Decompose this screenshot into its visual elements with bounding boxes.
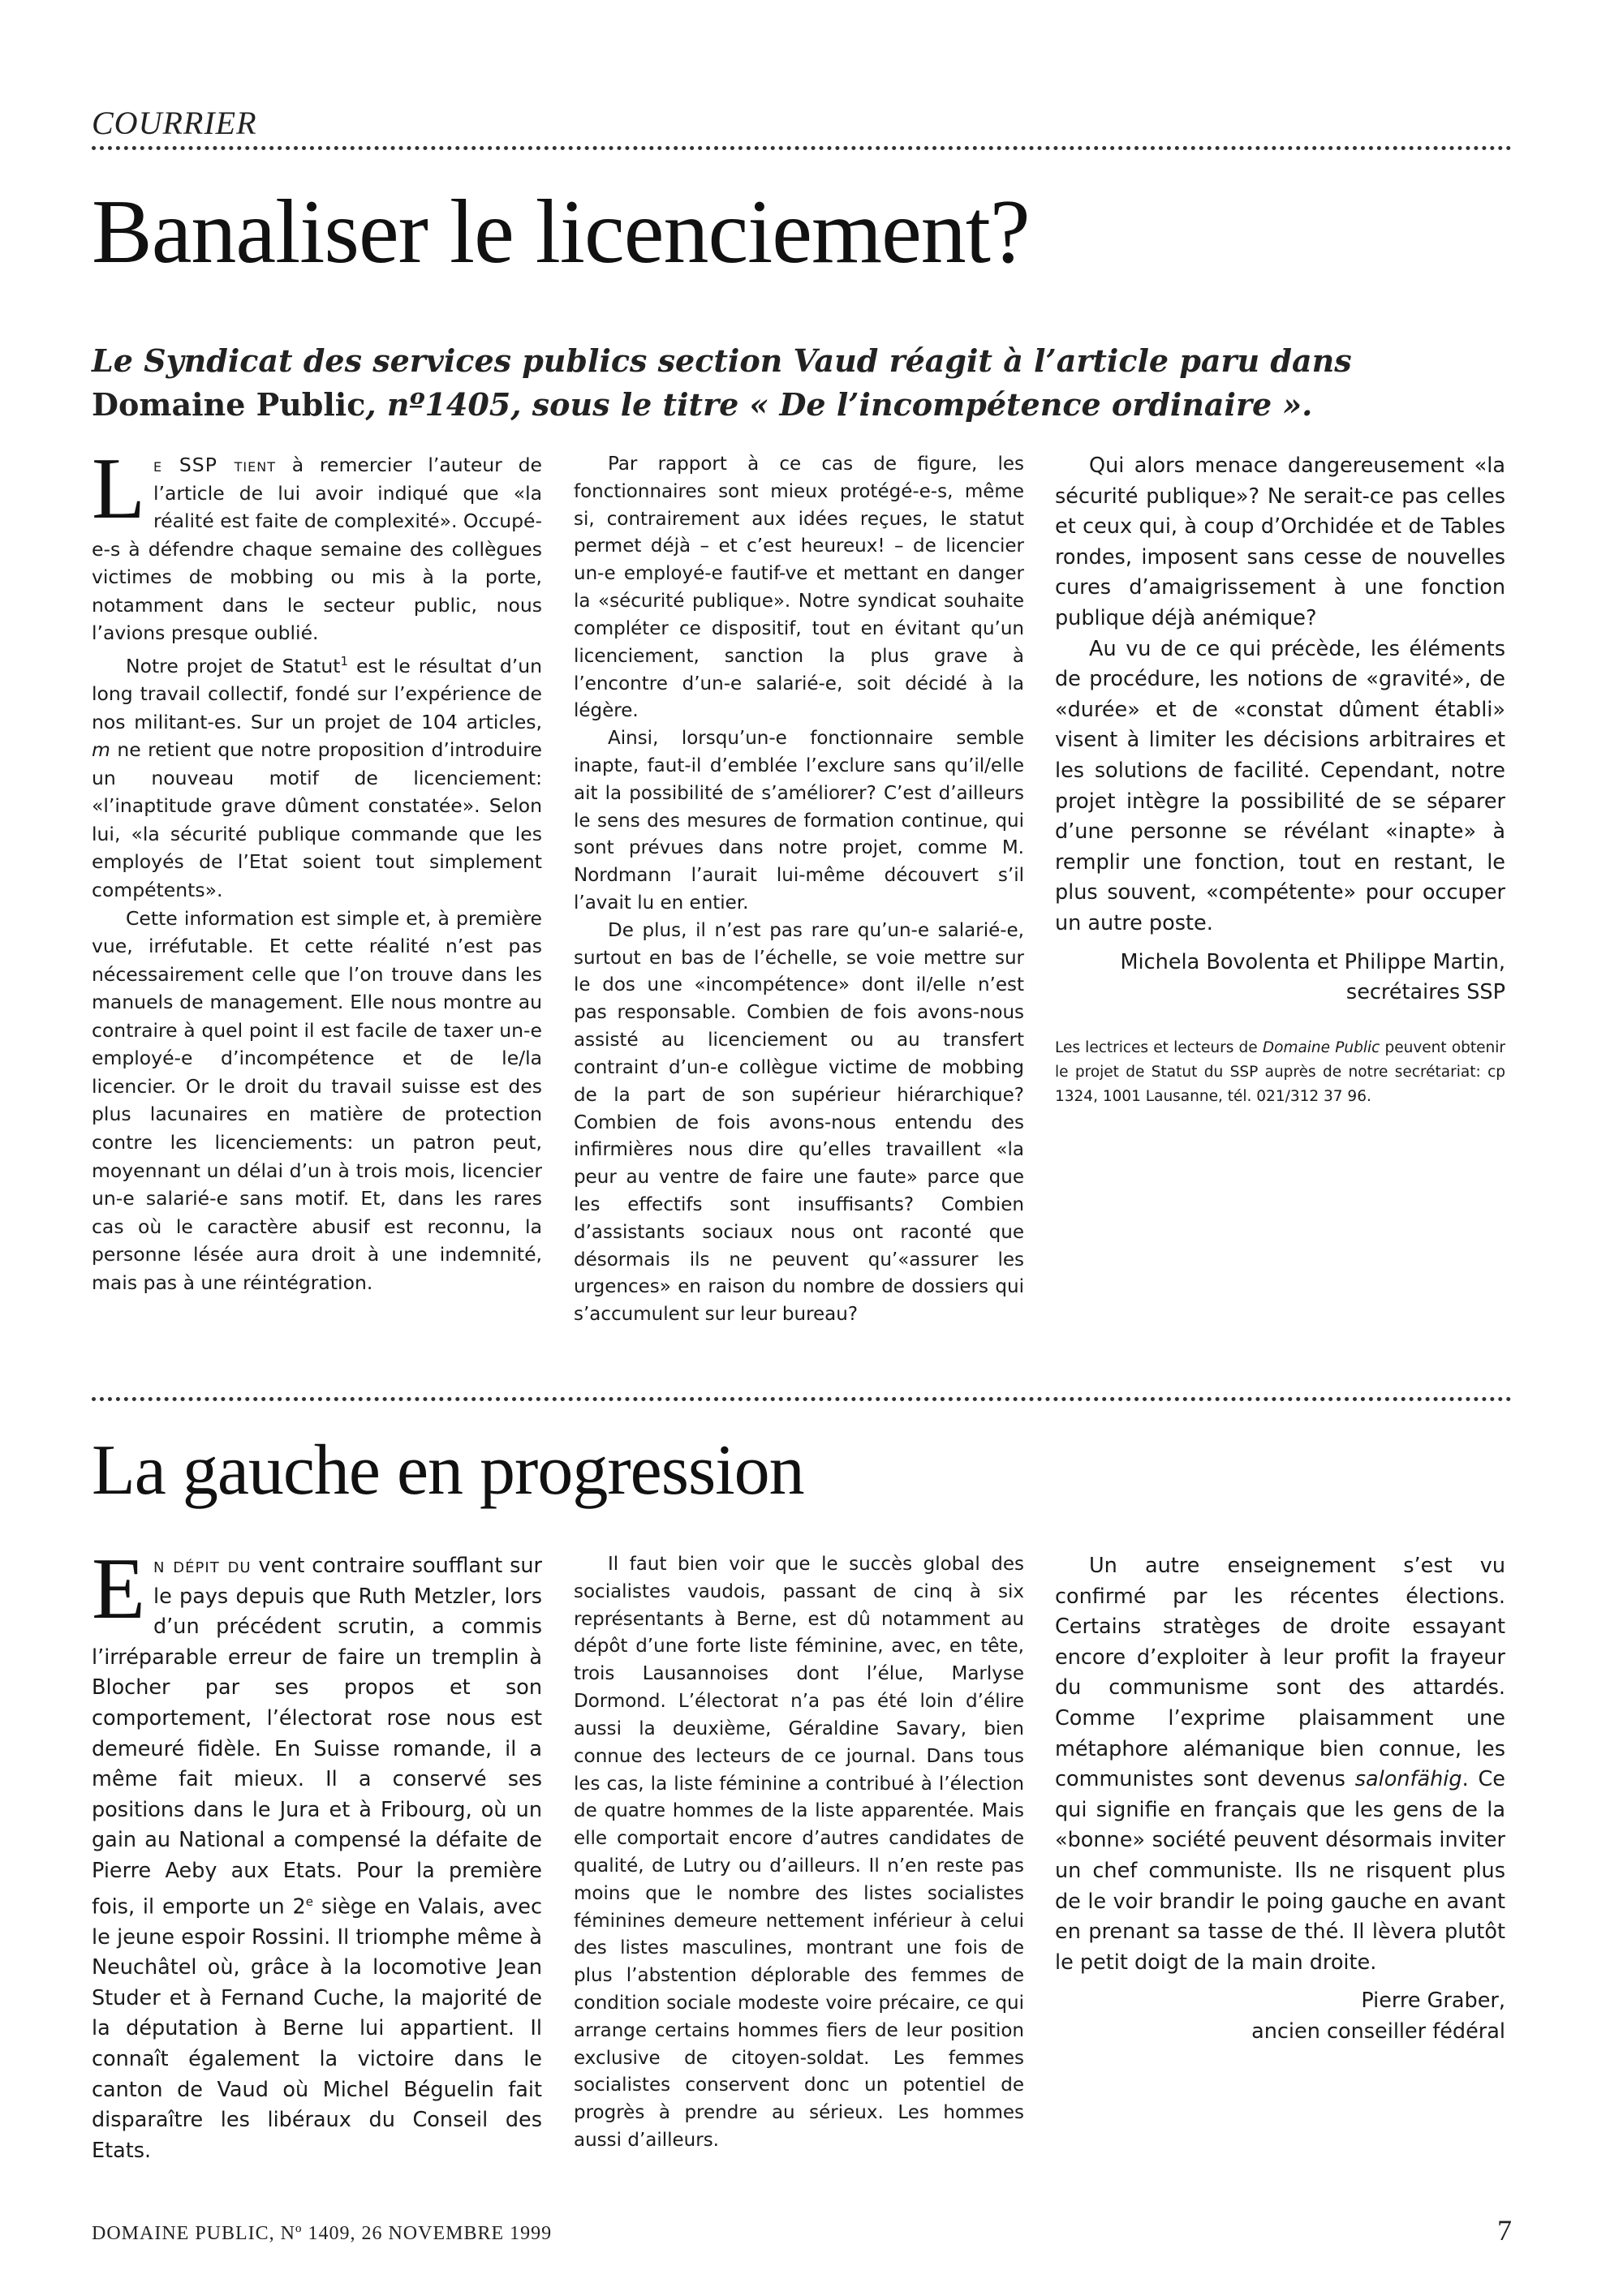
article1-paragraph-5: Ainsi, lorsqu’un-e fonctionnaire semble inapte, faut-il d’emblée l’exclure sans qu’il/elle ait la possibilité de s’améliorer? C’est d’ailleurs le sens des mesures de formation continue, qui sont prévues dans notre projet, comme M. Nordmann l’aurait lui-même découvert s’il l’avait lu en entier. [574,728,1024,914]
article2-headline: La gauche en progression [92,1431,804,1510]
dropcap: E [92,1551,145,1637]
article1-paragraph-6: De plus, il n’est pas rare qu’un-e salarié-e, surtout en bas de l’échelle, se voie mettre sur le dos une «incompétence» dont il/elle n’est pas responsable. Combien de fois avons-nous assisté au licenciement ou au transfert contraint d’un-e collègue victime de mobbing de la part de son supérieur hiérarchique? Combien de fois avons-nous entendu des infirmières nous dire qu’elles travaillent «la peur au ventre de faire une faute» parce que les effectifs sont insuffisants? Combien d’assistants sociaux nous ont raconté que désormais ils ne peuvent qu’«assurer les urgences» en raison du nombre de dossiers qui s’accumulent sur leur bureau? [574,919,1024,1326]
lead-in: n dépit du [153,1554,252,1578]
paragraph-text: est le résultat d’un long travail collectif, fondé sur l’expérience de nos militant-es. Sur un projet de 104 articles, [92,654,542,733]
paragraph-text: ne retient que notre proposition d’introduire un nouveau motif de licenciement: «l’inaptitude grave dûment constatée». Selon lui, «la sécurité publique commande que les employés de l’Etat soient tout simplement compétents». [92,738,542,902]
signature-role: secrétaires SSP [1345,980,1505,1005]
article2-paragraph-2: Il faut bien voir que le succès global des socialistes vaudois, passant de cinq à six représentants à Berne, est dû notamment au dépôt d’une forte liste féminine, avec, en tête, trois Lausannoises dont l’élue, Marlyse Dormond. L’électorat n’a pas été loin d’élire aussi la deuxième, Géraldine Savary, bien connue des lecteurs de ce journal. Dans tous les cas, la liste féminine a contribué à l’élection de quatre hommes de la liste apparentée. Mais elle comportait encore d’autres candidates de qualité, de Lutry ou d’ailleurs. Il n’en reste pas moins que le nombre des listes socialistes féminines demeure nettement inférieur à celui des listes masculines, montrant une fois de plus l’abstention déplorable des femmes de condition sociale modeste voire précaire, ce qui arrange certains hommes fiers de leur position exclusive de citoyen-soldat. Les femmes socialistes conservent donc un potentiel de progrès à prendre au sérieux. Les hommes aussi d’ailleurs. [574,1554,1024,2152]
note-text: peuvent obtenir le projet de Statut du SSP auprès de notre secrétariat: cp 1324, 1001 Lausanne, tél. 021/312 37 96. [1055,1038,1505,1105]
signature-role: ancien conseiller fédéral [1251,2019,1505,2044]
emphasis: salonfähig [1354,1767,1462,1792]
article2-paragraph-1 [92,1551,542,2166]
emphasis: m [92,738,110,762]
article1-headline: Banaliser le licenciement? [92,182,1030,282]
signature-name: Pierre Graber, [1361,1989,1505,2014]
article1-paragraph-7: Qui alors menace dangereusement «la sécurité publique»? Ne serait-ce pas celles et ceux qui, à coup d’Orchidée et de Tables rondes, imposent sans cesse de nouvelles cures d’amaigrissement à une fonction publique déjà anémique? [1055,454,1505,630]
article1-column-3 [1055,451,1505,1335]
footer-issue-info: DOMAINE PUBLIC, Nº 1409, 26 NOVEMBRE 1999 [92,2223,553,2244]
footer-page-number: 7 [1497,2214,1512,2247]
lead-in: e SSP tient [153,454,276,476]
article1-paragraph-3: Cette information est simple et, à première vue, irréfutable. Et cette réalité n’est pas nécessairement celle que l’on trouve dans les manuels de management. Elle nous montre au contraire à quel point il est facile de taxer un-e employé-e d’incompétence et de le/la licencier. Or le droit du travail suisse est des plus lacunaires en matière de protection contre les licenciements: un patron peut, moyennant un délai d’un à trois mois, licencier un-e salarié-e sans motif. Et, dans les rares cas où le caractère abusif est reconnu, la personne lésée aura droit à une indemnité, mais pas à une réintégration. [92,906,542,1294]
paragraph-text: Notre projet de Statut [126,654,341,677]
section-label: COURRIER [92,105,257,141]
article1-paragraph-1 [92,451,542,647]
article1-paragraph-8: Au vu de ce qui précède, les éléments de procédure, les notions de «gravité», de «durée» et de «constat dûment établi» visent à limiter les décisions arbitraires et les solutions de facilité. Cependant, notre projet intègre la possibilité de se séparer d’une personne se révélant «inapte» à remplir une fonction, tout en restant, le plus souvent, «compétente» pour occuper un autre poste. [1055,636,1505,935]
article2-signature [1055,1986,1505,2047]
paragraph-text: siège en Valais, avec le jeune espoir Rossini. Il triomphe même à Neuchâtel où, grâce à la locomotive Jean Studer et à Fernand Cuche, la majorité de la députation à Berne lui appartient. Il connaît également la victoire dans le canton de Vaud où Michel Béguelin fait disparaître les libéraux du Conseil des Etats. [92,1894,542,2163]
paragraph-text: à remercier l’auteur de l’article de lui avoir indiqué que «la réalité est faite de complexité». Occupé-e-s à défendre chaque semaine des collègues victimes de mobbing ou mis à la porte, notamment dans le secteur public, nous l’avions presque oublié. [92,454,542,645]
footnote-marker: 1 [340,653,349,669]
article1-column-1 [92,451,542,1335]
paragraph-text: vent contraire soufflant sur le pays depuis que Ruth Metzler, lors d’un précédent scrutin, a commis l’irréparable erreur de faire un tremplin à Blocher par ses propos et son comportement, l’électorat rose nous est demeuré fidèle. En Suisse romande, il a même fait mieux. Il a conservé ses positions dans le Jura et à Fribourg, où un gain au National a compensé la défaite de Pierre Aeby aux Etats. Pour la première fois, il emporte un 2 [92,1554,542,1920]
note-text: Les lectrices et lecteurs de [1055,1038,1263,1056]
article2-column-1 [92,1551,542,2168]
article1-column-2 [574,451,1024,1335]
deck-publication-name: Domaine Public [92,386,366,423]
ordinal-superscript: e [305,1894,313,1909]
article1-paragraph-2 [92,647,542,905]
article1-deck [92,339,1512,427]
top-dotted-rule [92,146,1512,150]
signature-names: Michela Bovolenta et Philippe Martin, [1120,949,1505,974]
dropcap: L [92,451,145,537]
article2-column-3 [1055,1551,1505,2168]
article2-column-2 [574,1551,1024,2168]
article2-paragraph-3 [1055,1551,1505,1978]
article1-signature [1055,948,1505,1008]
note-publication-name: Domaine Public [1262,1038,1380,1056]
article1-footnote [1055,1036,1505,1109]
deck-text-2: , nº1405, sous le titre « De l’incompétence ordinaire ». [365,386,1313,423]
deck-text-1: Le Syndicat des services publics section Vaud réagit à l’article paru dans [92,342,1352,379]
paragraph-text: Un autre enseignement s’est vu confirmé par les récentes élections. Certains stratèges de droite essayant encore d’exploiter à leur profit la frayeur du communisme sont des attardés. Comme l’exprime plaisamment une métaphore alémanique bien connue, les communistes sont devenus [1055,1554,1505,1792]
paragraph-text: . Ce qui signifie en français que les gens de la «bonne» société peuvent désormais inviter un chef communiste. Ils ne risquent plus de le voir brandir le poing gauche en avant en prenant sa tasse de thé. Il lèvera plutôt le petit doigt de la main droite. [1055,1767,1505,1975]
article1-paragraph-4: Par rapport à ce cas de figure, les fonctionnaires sont mieux protégé-e-s, même si, contrairement aux idées reçues, le statut permet déjà – et c’est heureux! – de licencier un-e employé-e fautif-ve et mettant en danger la «sécurité publique». Notre syndicat souhaite compléter ce dispositif, tout en évitant qu’un licenciement, sanction la plus grave à l’encontre d’un-e salarié-e, soit décidé à la légère. [574,454,1024,722]
middle-dotted-rule [92,1397,1512,1401]
